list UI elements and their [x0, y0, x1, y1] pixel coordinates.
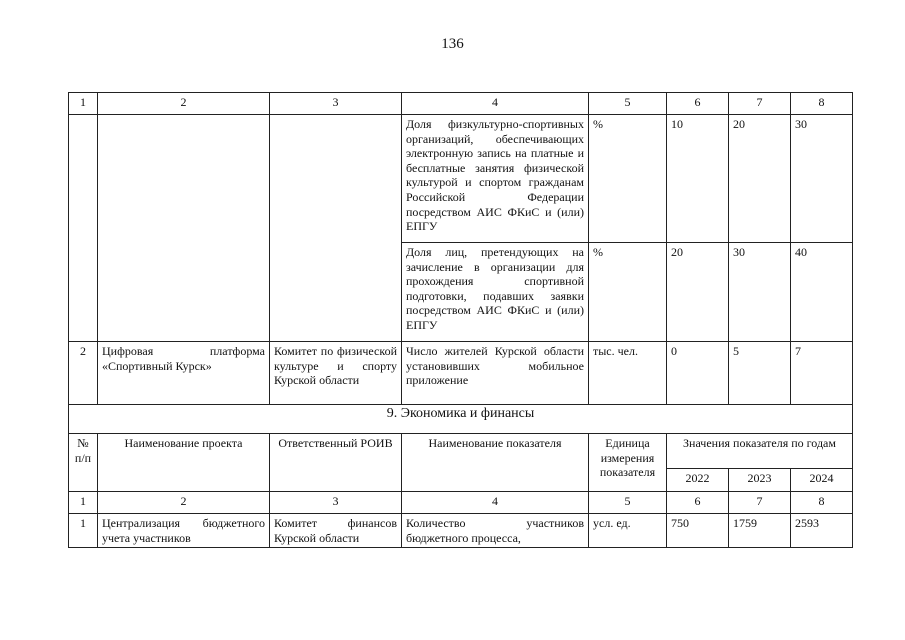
column-number: 2: [98, 492, 270, 514]
column-number: 6: [667, 492, 729, 514]
value-2024-cell: 7: [791, 342, 853, 405]
column-number: 5: [589, 93, 667, 115]
column-number: 6: [667, 93, 729, 115]
header-number: № п/п: [69, 434, 98, 492]
value-2024-cell: 40: [791, 243, 853, 342]
document-table: [68, 92, 853, 548]
column-number: 2: [98, 93, 270, 115]
indicator-name-cell: Количество участников бюджетного процесса,: [402, 514, 589, 548]
value-2022-cell: 0: [667, 342, 729, 405]
page-number: 136: [441, 36, 464, 52]
column-number: 3: [270, 93, 402, 115]
project-name-cell: Цифровая платформа «Спортивный Курск»: [98, 342, 270, 405]
header-year: 2022: [667, 469, 729, 492]
unit-cell: усл. ед.: [589, 514, 667, 548]
indicator-name-cell: Доля лиц, претендующих на зачисление в организации для прохождения спортивной подготовки, подавших заявки посредством АИС ФКиС и (или) ЕПГУ: [402, 243, 589, 342]
header-indicator-name: Наименование показателя: [402, 434, 589, 492]
section-row: [69, 405, 853, 434]
column-number: 4: [402, 93, 589, 115]
row-number-cell: 2: [69, 342, 98, 405]
column-number: 7: [729, 93, 791, 115]
unit-cell: тыс. чел.: [589, 342, 667, 405]
value-2023-cell: 30: [729, 243, 791, 342]
table-row: [69, 115, 853, 243]
value-2022-cell: 20: [667, 243, 729, 342]
header-unit: Единица измерения показателя: [589, 434, 667, 492]
roiv-cell: Комитет финансов Курской области: [270, 514, 402, 548]
header-roiv: Ответственный РОИВ: [270, 434, 402, 492]
row-number-cell: 1: [69, 514, 98, 548]
indicator-name-cell: Доля физкультурно-спортивных организаций, обеспечивающих электронную запись на платные и бесплатные занятия физической культурой и спортом гражданам Российской Федерации посредством АИС ФКиС и (или) ЕПГУ: [402, 115, 589, 243]
table-row: [69, 514, 853, 548]
value-2023-cell: 1759: [729, 514, 791, 548]
header-year: 2023: [729, 469, 791, 492]
project-name-cell: Централизация бюджетного учета участников: [98, 514, 270, 548]
unit-cell: %: [589, 115, 667, 243]
indicator-name-cell: Число жителей Курской области установивших мобильное приложение: [402, 342, 589, 405]
header-row: [69, 434, 853, 469]
value-2022-cell: 750: [667, 514, 729, 548]
project-name-cell: [98, 115, 270, 342]
value-2023-cell: 20: [729, 115, 791, 243]
column-number: 1: [69, 93, 98, 115]
column-number: 8: [791, 492, 853, 514]
column-number: 1: [69, 492, 98, 514]
column-number: 3: [270, 492, 402, 514]
column-number: 7: [729, 492, 791, 514]
value-2023-cell: 5: [729, 342, 791, 405]
value-2024-cell: 2593: [791, 514, 853, 548]
unit-cell: %: [589, 243, 667, 342]
column-number-row: [69, 492, 853, 514]
column-number-row: [69, 93, 853, 115]
roiv-cell: [270, 115, 402, 342]
roiv-cell: Комитет по физической культуре и спорту Курской области: [270, 342, 402, 405]
column-number: 5: [589, 492, 667, 514]
header-year: 2024: [791, 469, 853, 492]
section-title: 9. Экономика и финансы: [69, 405, 853, 434]
value-2024-cell: 30: [791, 115, 853, 243]
column-number: 4: [402, 492, 589, 514]
header-values-group: Значения показателя по годам: [667, 434, 853, 469]
value-2022-cell: 10: [667, 115, 729, 243]
column-number: 8: [791, 93, 853, 115]
table-row: [69, 342, 853, 405]
row-number-cell: [69, 115, 98, 342]
header-project-name: Наименование проекта: [98, 434, 270, 492]
